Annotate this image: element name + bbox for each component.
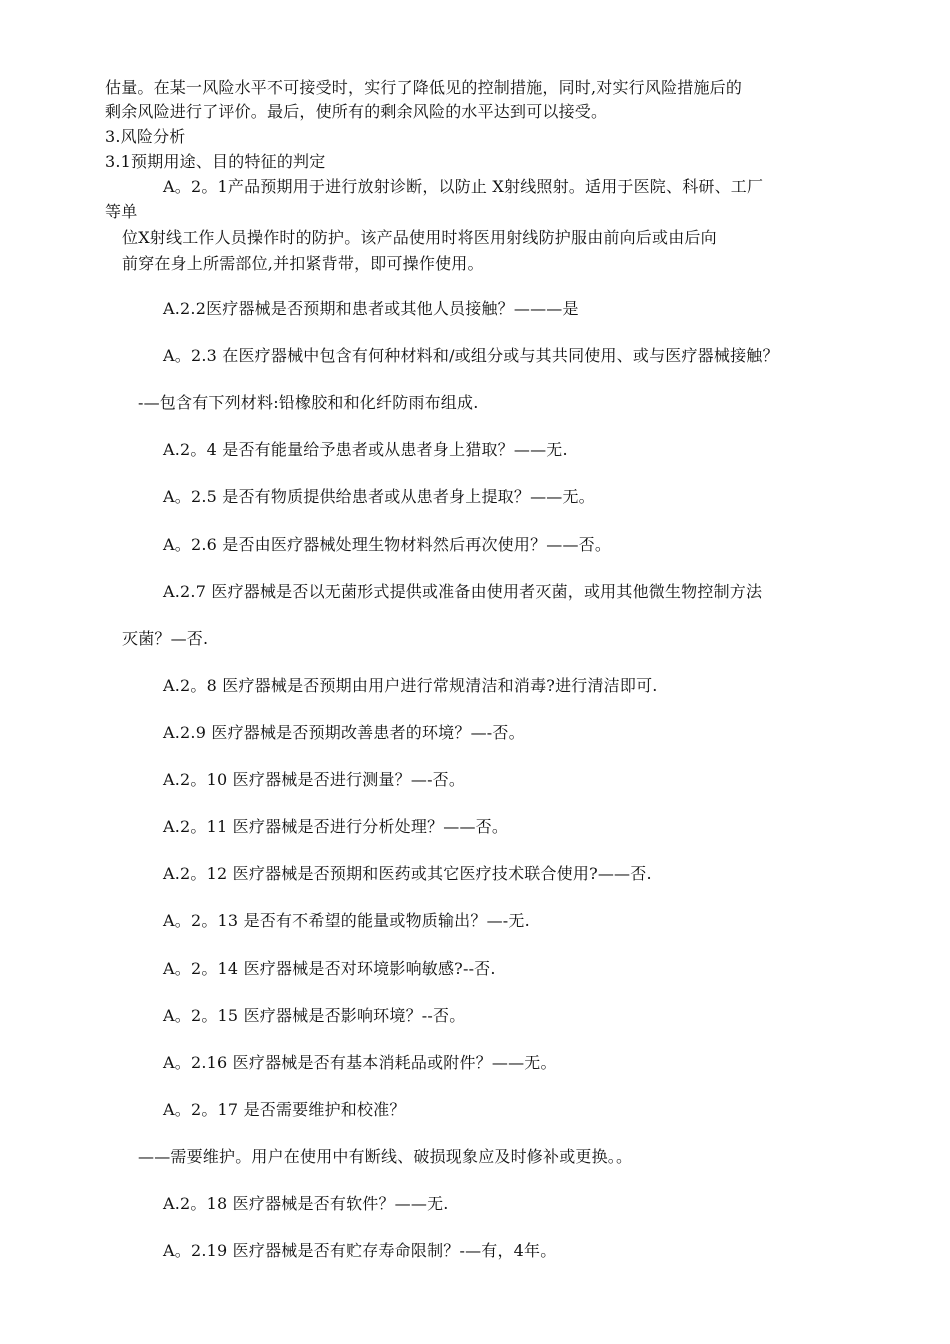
- subsection-heading: 3.1预期用途、目的特征的判定: [105, 152, 326, 171]
- text-line: A。2.19 医疗器械是否有贮存寿命限制？-—有，4年。: [163, 1241, 557, 1260]
- text-line: 估量。在某一风险水平不可接受时，实行了降低见的控制措施，同时,对实行风险措施后的: [105, 78, 743, 97]
- text-line: A。2。14 医疗器械是否对环境影响敏感?--否.: [163, 959, 496, 978]
- section-heading: 3.风险分析: [105, 127, 186, 146]
- text-line: A.2.9 医疗器械是否预期改善患者的环境？—-否。: [163, 723, 525, 742]
- text-line: 位X射线工作人员操作时的防护。该产品使用时将医用射线防护服由前向后或由后向: [122, 228, 717, 247]
- text-line: 剩余风险进行了评价。最后，使所有的剩余风险的水平达到可以接受。: [105, 102, 608, 121]
- text-line: A.2。8 医疗器械是否预期由用户进行常规清洁和消毒?进行清洁即可.: [163, 676, 658, 695]
- text-line: 等单: [105, 202, 138, 221]
- text-line: A。2.5 是否有物质提供给患者或从患者身上提取？——无。: [163, 487, 595, 506]
- text-line: A。2.16 医疗器械是否有基本消耗品或附件？——无。: [163, 1053, 557, 1072]
- text-line: A。2。1产品预期用于进行放射诊断，以防止 X射线照射。适用于医院、科研、工厂: [163, 177, 764, 196]
- text-line: A.2。11 医疗器械是否进行分析处理？——否。: [163, 817, 509, 836]
- text-line: A。2.3 在医疗器械中包含有何种材料和/或组分或与其共同使用、或与医疗器械接触？: [163, 346, 779, 365]
- text-line: A.2.7 医疗器械是否以无菌形式提供或准备由使用者灭菌，或用其他微生物控制方法: [163, 582, 763, 601]
- text-line: A.2。10 医疗器械是否进行测量？—-否。: [163, 770, 466, 789]
- text-line: A.2。18 医疗器械是否有软件？——无.: [163, 1194, 449, 1213]
- text-line: 灭菌？—否.: [122, 629, 209, 648]
- text-line: A。2。15 医疗器械是否影响环境？--否。: [163, 1006, 466, 1025]
- text-line: A。2。13 是否有不希望的能量或物质输出？—-无.: [163, 911, 530, 930]
- text-line: A.2。12 医疗器械是否预期和医药或其它医疗技术联合使用?——否.: [163, 864, 652, 883]
- text-line: A。2。17 是否需要维护和校准？: [163, 1100, 406, 1119]
- text-line: 前穿在身上所需部位,并扣紧背带，即可操作使用。: [122, 254, 484, 273]
- text-line: ——需要维护。用户在使用中有断线、破损现象应及时修补或更换。。: [138, 1147, 633, 1166]
- text-line: A。2.6 是否由医疗器械处理生物材料然后再次使用？——否。: [163, 535, 612, 554]
- text-line: -—包含有下列材料:铅橡胶和和化纤防雨布组成.: [138, 393, 479, 412]
- text-line: A.2.2医疗器械是否预期和患者或其他人员接触？———是: [163, 299, 579, 318]
- text-line: A.2。4 是否有能量给予患者或从患者身上猎取？——无.: [163, 440, 568, 459]
